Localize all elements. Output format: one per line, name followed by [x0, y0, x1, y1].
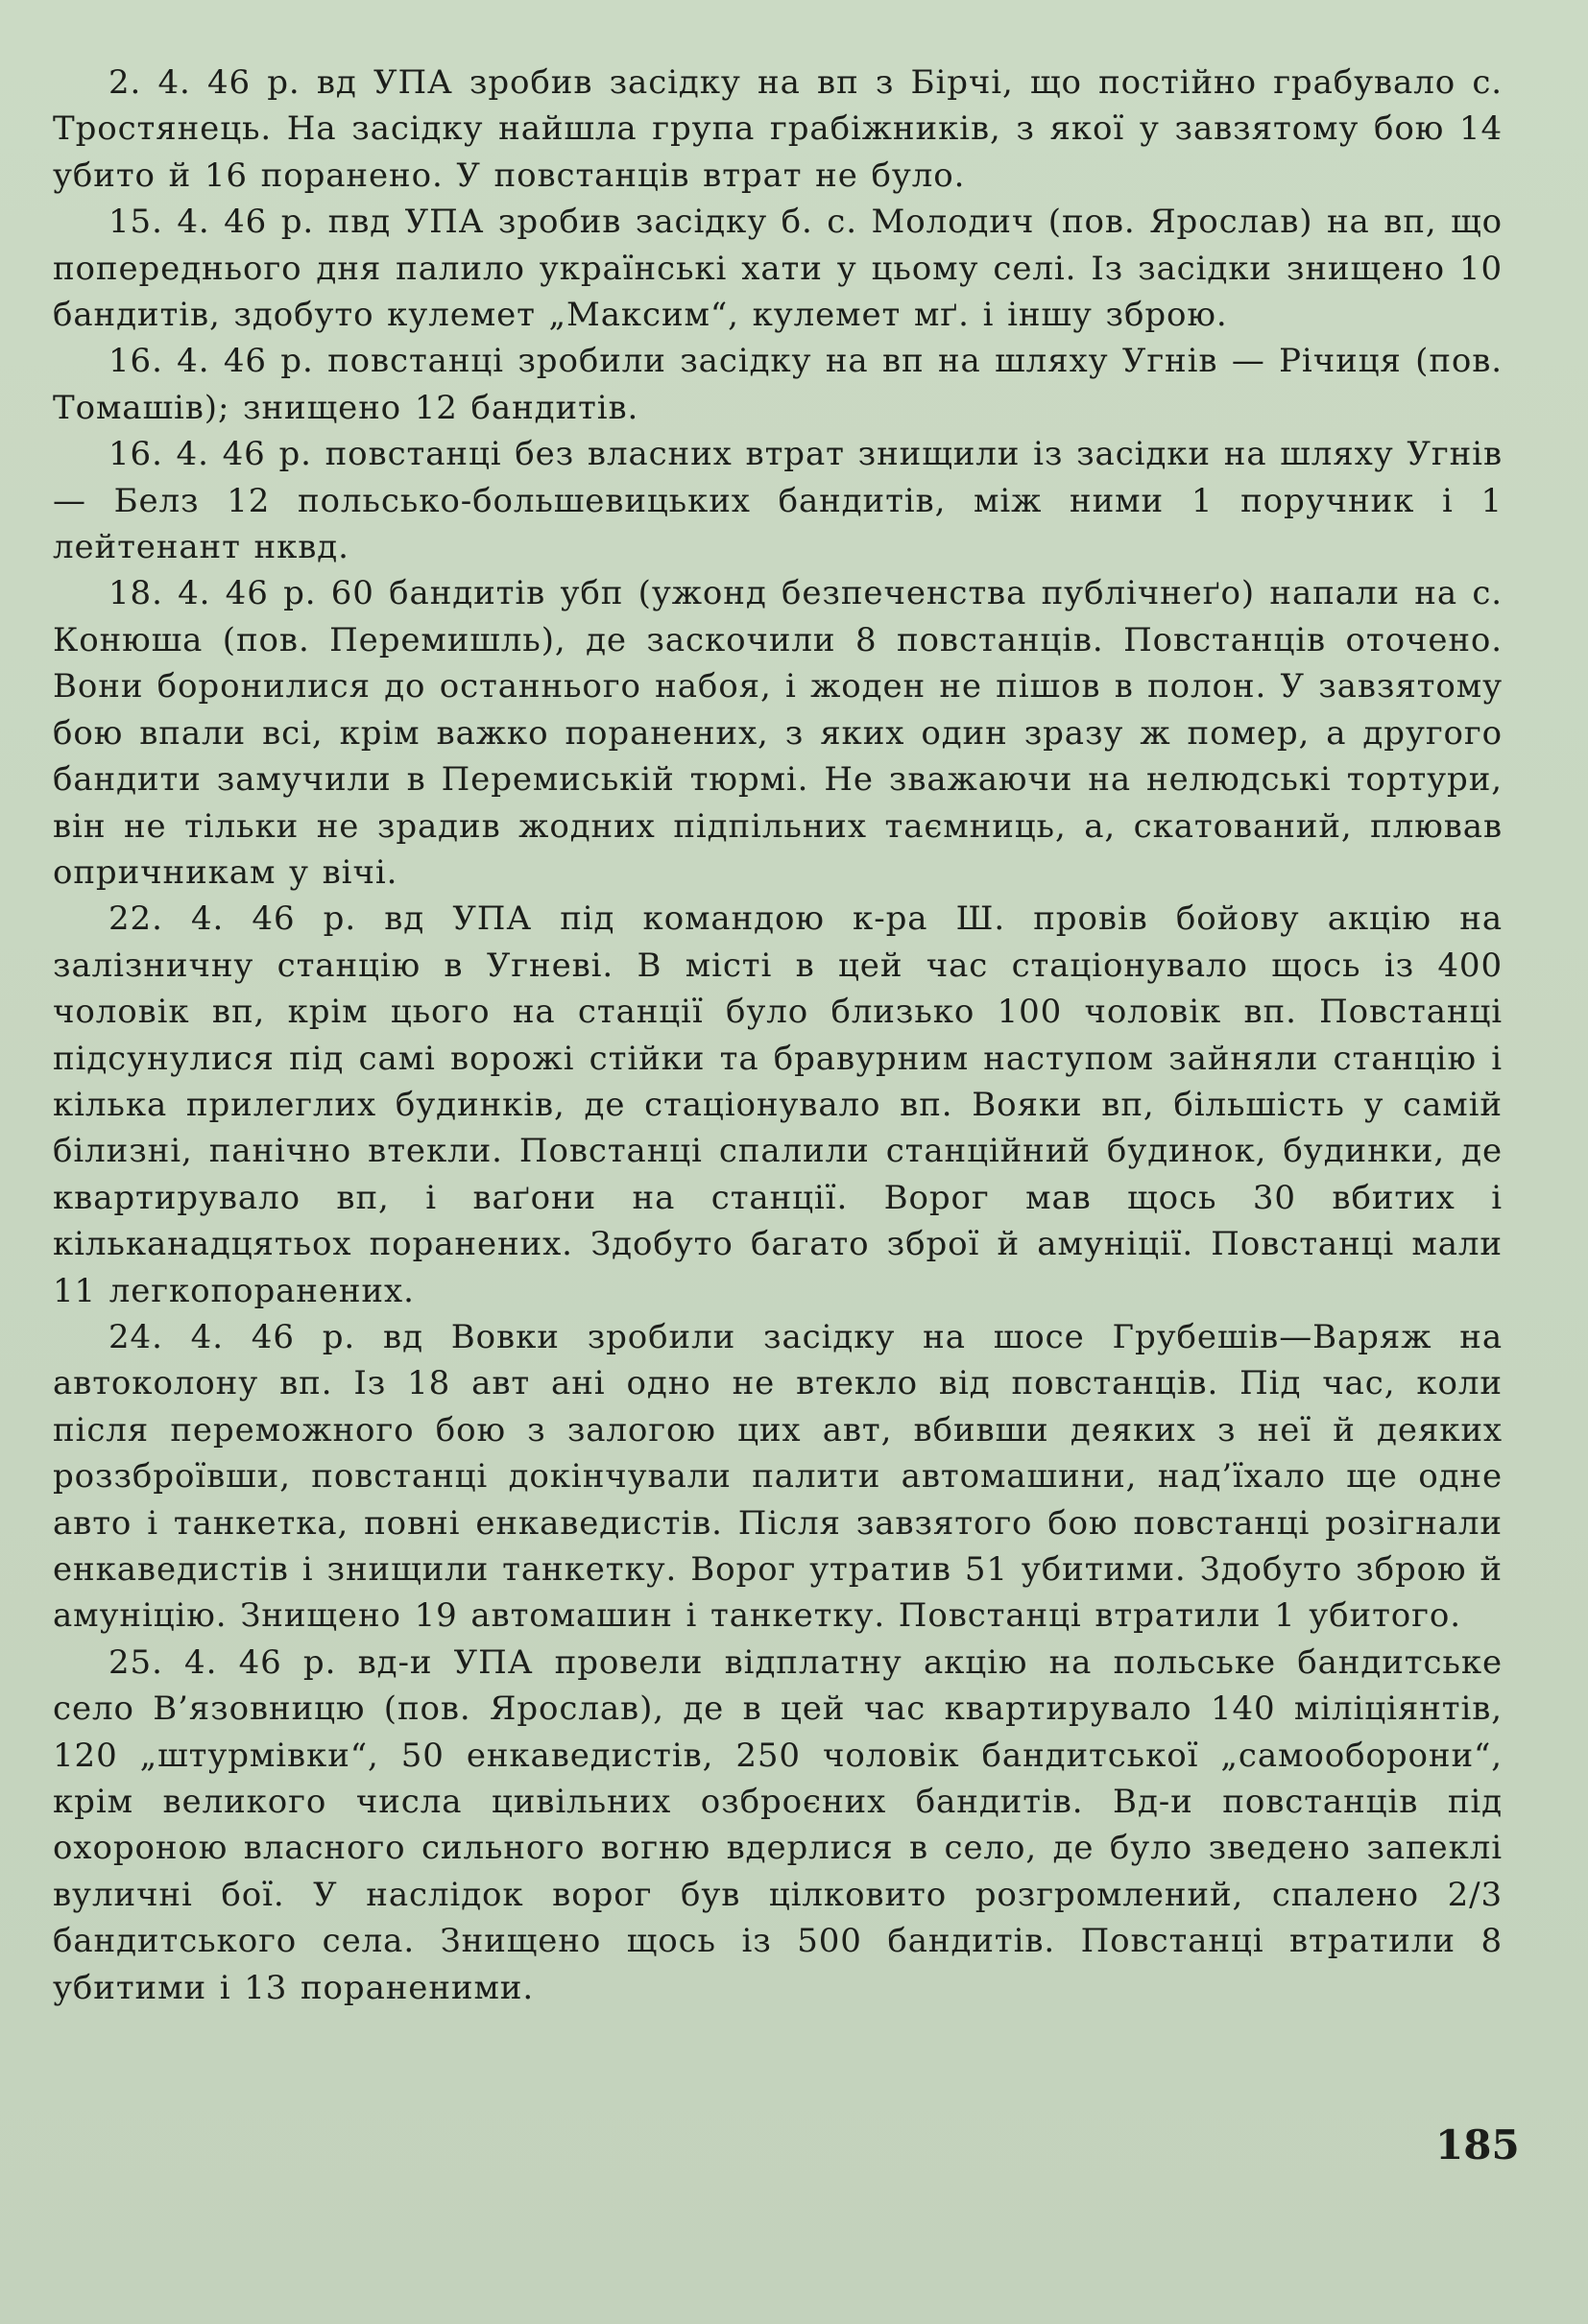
paragraph-april-15: 15. 4. 46 р. пвд УПА зробив засідку б. с. Молодич (пов. Ярослав) на вп, що попереднього дня палило українські хати у цьому селі. Із засідки знищено 10 бандитів, здобуто кулемет „Максим“, кулемет мґ. і іншу зброю. [53, 203, 1503, 335]
paragraph-april-16-a: 16. 4. 46 р. повстанці зробили засідку на вп на шляху Угнів — Річиця (пов. Томашів); знищено 12 бандитів. [53, 342, 1503, 427]
paragraph-april-25: 25. 4. 46 р. вд-и УПА провели відплатну акцію на польське бандитське село В’язовницю (пов. Ярослав), де в цей час квартирувало 140 міліціянтів, 120 „штурмівки“, 50 енкаведистів, 250 чоловік бандитської „самооборони“, крім великого числа цивільних озброєних бандитів. Вд-и повстанців під охороною власного сильного вогню вдерлися в село, де було зведено запеклі вуличні бої. У наслідок ворог був цілковито розгромлений, спалено 2/3 бандитського села. Знищено щось із 500 бандитів. Повстанці втратили 8 убитими і 13 пораненими. [53, 1642, 1503, 2007]
paragraph-april-22: 22. 4. 46 р. вд УПА під командою к-ра Ш. провів бойову акцію на залізничну станцію в Угневі. В місті в цей час стаціонувало щось із 400 чоловік вп, крім цього на станції було близько 100 чоловік вп. Повстанці підсунулися під самі ворожі стійки та бравурним наступом зайняли станцію і кілька прилеглих будинків, де стаціонувало вп. Вояки вп, більшість у самій білизні, панічно втекли. Повстанці спалили станційний будинок, будинки, де квартирувало вп, і ваґони на станції. Ворог мав щось 30 вбитих і кільканадцятьох поранених. Здобуто багато зброї й амуніції. Повстанці мали 11 легкопоранених. [53, 899, 1503, 1310]
page-number: 185 [1435, 2121, 1520, 2168]
paragraph-april-24: 24. 4. 46 р. вд Вовки зробили засідку на шосе Грубешів—Варяж на автоколону вп. Із 18 авт ані одно не втекло від повстанців. Під час, коли після переможного бою з залогою цих авт, вбивши деяких з неї й деяких роззброївши, повстанці докінчували палити автомашини, над’їхало ще одне авто і танкетка, повні енкаведистів. Після завзятого бою повстанці розігнали енкаведистів і знищили танкетку. Ворог утратив 51 убитими. Здобуто зброю й амуніцію. Знищено 19 автомашин і танкетку. Повстанці втратили 1 убитого. [53, 1317, 1503, 1636]
page-text [53, 60, 1503, 2011]
paragraph-april-18: 18. 4. 46 р. 60 бандитів убп (ужонд безпеченства публічнеґо) напали на с. Конюша (пов. Перемишль), де заскочили 8 повстанців. Повстанців оточено. Вони боронилися до останнього набоя, і жоден не пішов в полон. У завзятому бою впали всі, крім важко поранених, з яких один зразу ж помер, а другого бандити замучили в Перемиській тюрмі. Не зважаючи на нелюдські тортури, він не тільки не зрадив жодних підпільних таємниць, а, скатований, плював опричникам у вічі. [53, 574, 1503, 892]
paragraph-april-2: 2. 4. 46 р. вд УПА зробив засідку на вп з Бірчі, що постійно грабувало с. Тростянець. На засідку найшла група грабіжників, з якої у завзятому бою 14 убито й 16 поранено. У повстанців втрат не було. [53, 63, 1503, 195]
paragraph-april-16-b: 16. 4. 46 р. повстанці без власних втрат знищили із засідки на шляху Угнів — Белз 12 польсько-большевицьких бандитів, між ними 1 поручник і 1 лейтенант нквд. [53, 435, 1503, 567]
